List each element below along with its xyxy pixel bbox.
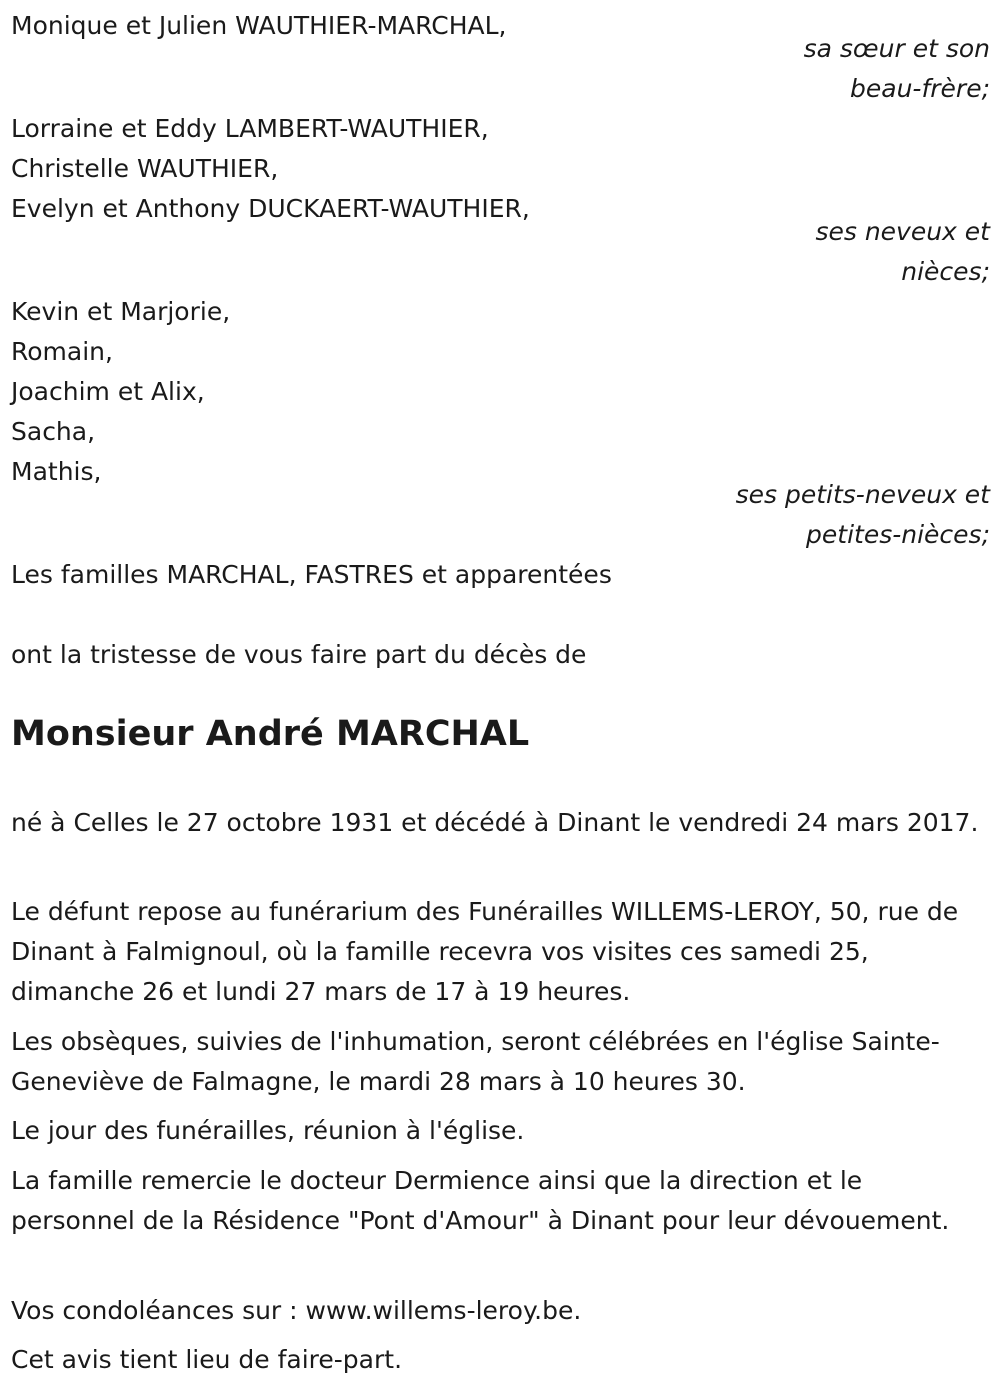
grandnephews-role-line-2: petites-nièces; bbox=[806, 520, 990, 549]
nephew-line: Christelle WAUTHIER, bbox=[11, 154, 279, 183]
grandnephew-line: Kevin et Marjorie, bbox=[11, 297, 231, 326]
meeting-paragraph: Le jour des funérailles, réunion à l'église. bbox=[11, 1116, 525, 1145]
nephew-line: Lorraine et Eddy LAMBERT-WAUTHIER, bbox=[11, 114, 489, 143]
thanks-paragraph: La famille remercie le docteur Dermience ainsi que la direction et le personnel de la Résidence "Pont d'Amour" à Dinant pour leur dévouement. bbox=[11, 1166, 950, 1235]
grandnephews-role-line-1: ses petits-neveux et bbox=[735, 480, 990, 509]
other-families: Les familles MARCHAL, FASTRES et apparentées bbox=[11, 560, 612, 589]
sister-role-line-1: sa sœur et son bbox=[803, 34, 990, 63]
announcement: ont la tristesse de vous faire part du décès de bbox=[11, 640, 587, 669]
funeral-paragraph: Les obsèques, suivies de l'inhumation, seront célébrées en l'église Sainte-Geneviève de Falmagne, le mardi 28 mars à 10 heures 30. bbox=[11, 1027, 940, 1096]
grandnephew-line: Sacha, bbox=[11, 417, 96, 446]
sister-names: Monique et Julien WAUTHIER-MARCHAL, bbox=[11, 11, 507, 40]
nephew-line: Evelyn et Anthony DUCKAERT-WAUTHIER, bbox=[11, 194, 530, 223]
notice-paragraph: Cet avis tient lieu de faire-part. bbox=[11, 1345, 403, 1374]
nephews-role-line-1: ses neveux et bbox=[815, 217, 990, 246]
deceased-name: Monsieur André MARCHAL bbox=[11, 714, 530, 754]
birth-death-paragraph: né à Celles le 27 octobre 1931 et décédé à Dinant le vendredi 24 mars 2017. bbox=[11, 808, 979, 837]
sister-role-line-2: beau-frère; bbox=[850, 74, 990, 103]
nephews-role-line-2: nièces; bbox=[901, 257, 990, 286]
grandnephew-line: Joachim et Alix, bbox=[11, 377, 205, 406]
rest-paragraph: Le défunt repose au funérarium des Funérailles WILLEMS-LEROY, 50, rue de Dinant à Falmignoul, où la famille recevra vos visites ces samedi 25, dimanche 26 et lundi 27 mars de 17 à 19 heures. bbox=[11, 897, 959, 1006]
grandnephew-line: Romain, bbox=[11, 337, 113, 366]
condolences-paragraph: Vos condoléances sur : www.willems-leroy.be. bbox=[11, 1296, 582, 1325]
grandnephew-line: Mathis, bbox=[11, 457, 102, 486]
